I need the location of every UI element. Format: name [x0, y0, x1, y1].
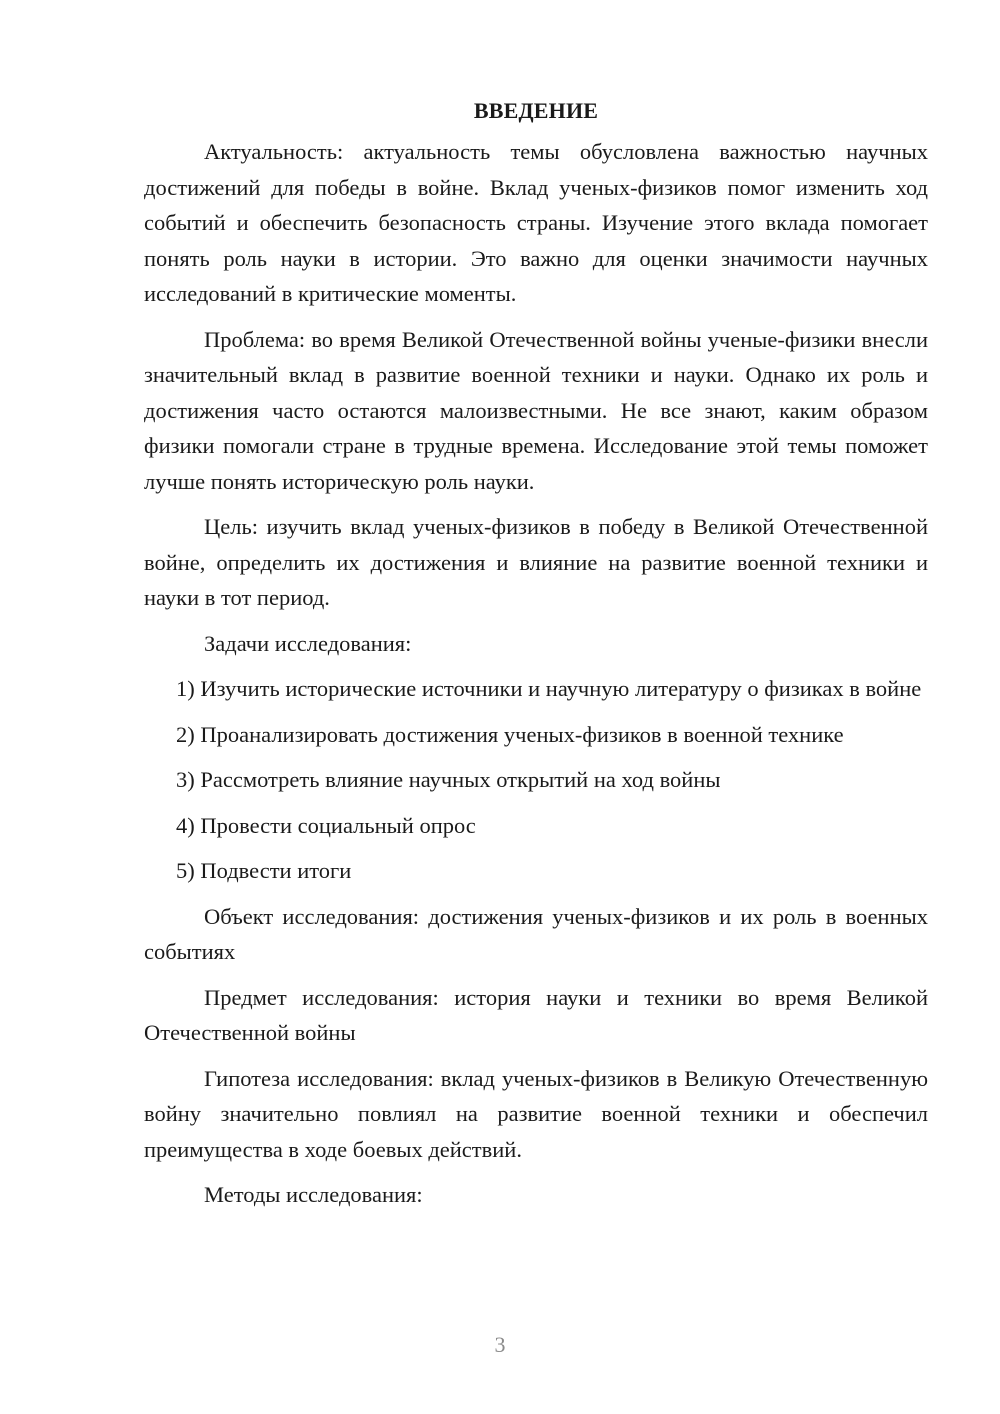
methods-title: Методы исследования: [204, 1182, 423, 1207]
section-heading: ВВЕДЕНИЕ [473, 98, 599, 123]
task-item: 1) Изучить исторические источники и научную литературу о физиках в войне [176, 676, 922, 701]
task-item: 3) Рассмотреть влияние научных открытий на ход войны [176, 767, 721, 792]
relevance-paragraph: Актуальность: актуальность темы обусловлена важностью научных достижений для победы в войне. Вклад ученых-физиков помог изменить ход событий и обеспечить безопасность страны. Изучение этого вклада помогает понять роль науки в истории. Это важно для оценки значимости научных исследований в критические моменты. [144, 139, 928, 306]
task-item: 2) Проанализировать достижения ученых-физиков в военной технике [176, 721, 844, 747]
task-item: 4) Провести социальный опрос [176, 812, 476, 838]
document-page [144, 96, 928, 1223]
object-paragraph: Объект исследования: достижения ученых-физиков и их роль в военных событиях [144, 903, 928, 964]
problem-paragraph: Проблема: во время Великой Отечественной войны ученые-физики внесли значительный вклад в развитие военной техники и науки. Однако их роль и достижения часто остаются малоизвестными. Не все знают, каким образом физики помогали стране в трудные времена. Исследование этой темы поможет лучше понять историческую роль науки. [144, 326, 928, 494]
goal-paragraph: Цель: изучить вклад ученых-физиков в победу в Великой Отечественной войне, определить их достижения и влияние на развитие военной техники и науки в тот период. [144, 514, 928, 610]
page-number: 3 [494, 1332, 506, 1357]
task-item: 5) Подвести итоги [176, 858, 352, 883]
hypothesis-paragraph: Гипотеза исследования: вклад ученых-физиков в Великую Отечественную войну значительно повлиял на развитие военной техники и обеспечил преимущества в ходе боевых действий. [144, 1065, 928, 1162]
subject-paragraph: Предмет исследования: история науки и техники во время Великой Отечественной войны [144, 984, 928, 1045]
tasks-title: Задачи исследования: [204, 630, 412, 656]
